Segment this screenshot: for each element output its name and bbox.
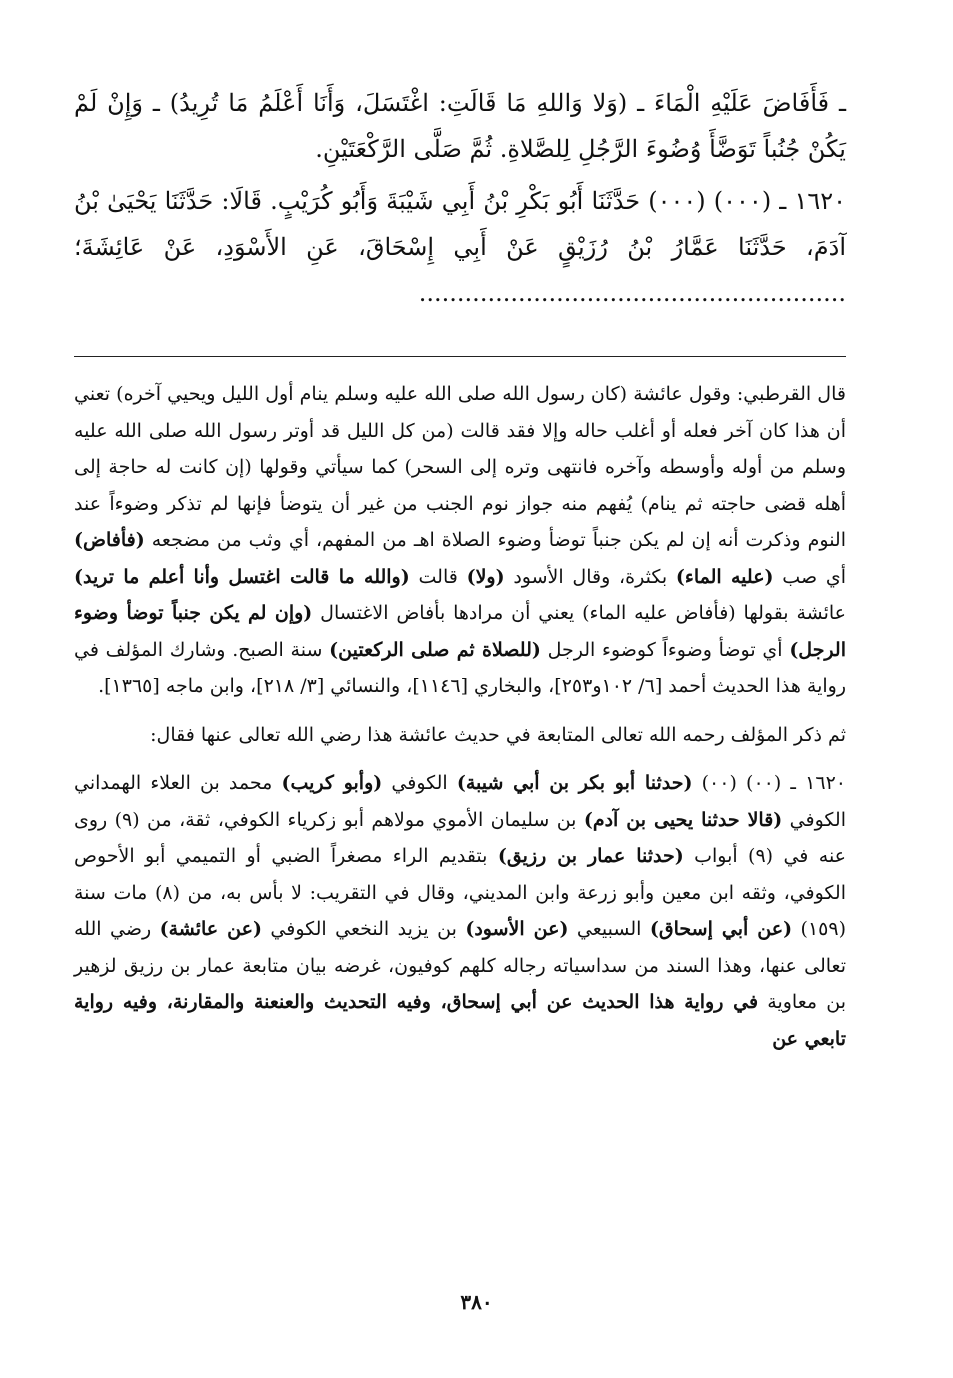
commentary-text-run: أي توضأ وضوءاً كوضوء الرجل bbox=[540, 638, 790, 661]
commentary-text-run: عائشة بقولها (فأفاض عليه الماء) يعني أن مرادها بأفاض الاغتسال bbox=[312, 602, 846, 624]
quoted-text-bold: (عن الأسود) bbox=[465, 918, 569, 940]
commentary-text-run: بكثرة، وقال الأسود bbox=[504, 565, 676, 588]
commentary-text bbox=[74, 376, 846, 1057]
commentary-text-run: بن يزيد النخعي الكوفي bbox=[261, 918, 466, 940]
commentary-text-run: الكوفي bbox=[382, 772, 457, 794]
commentary-text-run: السبيعي bbox=[568, 918, 650, 940]
quoted-text-bold: (ولا) bbox=[466, 565, 505, 588]
quoted-text-bold: في رواية هذا الحديث عن أبي إسحاق، وفيه التحديث والعنعنة والمقارنة، وفيه رواية تابعي عن bbox=[74, 991, 846, 1050]
quoted-text-bold: (للصلاة ثم صلى الركعتين) bbox=[329, 638, 541, 661]
quoted-text-bold: (والله ما قالت اغتسل وأنا أعلم ما تريد) bbox=[74, 565, 410, 588]
commentary-text-run: رضي الله تعالى عنها، وهذا السند من سداسياته رجاله كلهم كوفيون، غرضه بيان متابعة عمار بن رزيق لزهير بن معاوية bbox=[74, 918, 846, 1013]
commentary-paragraph-isnad bbox=[74, 765, 846, 1057]
commentary-text-run: سنة الصبح. وشارك المؤلف في رواية هذا الحديث أحمد [٦/ ١٠٢و٢٥٣]، والبخاري [١١٤٦]، والنسائي [٣/ ٢١٨]، وابن ماجه [١٣٦٥]. bbox=[74, 638, 846, 697]
quoted-text-bold: (فأفاض) bbox=[74, 529, 145, 551]
quoted-text-bold: (قالا حدثنا يحيى بن آدم) bbox=[583, 808, 783, 831]
hadith-paragraph-continuation: ـ فَأَفَاضَ عَلَيْهِ الْمَاءَ ـ (وَلا وَاللهِ مَا قَالَتِ: اغْتَسَلَ، وَأَنَا أَعْلَمُ مَا تُرِيدُ) ـ وَإِنْ لَمْ يَكُنْ جُنُباً تَوَضَّأَ وُضُوءَ الرَّجُلِ لِلصَّلاةِ. ثُمَّ صَلَّى الرَّكْعَتَيْنِ. bbox=[74, 89, 846, 163]
quoted-text-bold: (عن أبي إسحاق) bbox=[649, 918, 793, 940]
commentary-text-run: بن سليمان الأموي مولاهم أبو زكرياء الكوفي، ثقة، من (٩) روى عنه في (٩) أبواب bbox=[74, 808, 847, 867]
commentary-text-run: بتقديم الراء مصغراً الضبي أو التميمي أبو الأحوص الكوفي، وثقه ابن معين وأبو زرعة وابن المديني، وقال في التقريب: لا بأس به، من (٨) مات سنة (١٥٩) bbox=[74, 845, 846, 940]
quoted-text-bold: (حدثنا عمار بن رزيق) bbox=[497, 845, 684, 867]
commentary-text-run: أي صب bbox=[773, 565, 846, 588]
commentary-text-run: قالت bbox=[409, 565, 467, 588]
hadith-paragraph-1620: ١٦٢٠ ـ (٠٠٠) (٠٠٠) حَدَّثَنَا أَبُو بَكْرِ بْنُ أَبِي شَيْبَةَ وَأَبُو كُرَيْبٍ. قَالَا: حَدَّثَنَا يَحْيَىٰ بْنُ آدَمَ، حَدَّثَنَا عَمَّارُ بْنُ رُزَيْقٍ عَنْ أَبِي إِسْحَاقَ، عَنِ الأَسْوَدِ، عَنْ عَائِشَةَ؛ ........................................................ bbox=[74, 187, 847, 307]
commentary-text-run: قال القرطبي: وقول عائشة (كان رسول الله صلى الله عليه وسلم ينام أول الليل ويحيي آخره) تعني أن هذا كان آخر فعله أو أغلب حاله وإلا فقد قالت (من كل الليل قد أوتر رسول الله صلى الله عليه وسلم من أوله وأوسطه وآخره فانتهى وتره إلى السحر) كما سيأتي وقولها (إن كانت له حاجة إلى أهله قضى حاجته ثم ينام) يُفهم منه جواز نوم الجنب من غير أن يتوضأ فإنها لم تذكر وضوءاً عند النوم وذكرت أنه إن لم يكن جنباً توضأ وضوء الصلاة اهـ من المفهم، أي وثب من مضجعه bbox=[74, 383, 846, 551]
commentary-text-run: محمد بن العلاء الهمداني الكوفي bbox=[74, 772, 846, 831]
quoted-text-bold: (عليه الماء) bbox=[675, 565, 774, 588]
commentary-text-run: ١٦٢٠ ـ (٠٠) (٠٠) bbox=[692, 772, 846, 794]
commentary-paragraph-mutabaa: ثم ذكر المؤلف رحمه الله تعالى المتابعة في حديث عائشة هذا رضي الله تعالى عنها فقال: bbox=[150, 723, 846, 746]
quoted-text-bold: (عن عائشة) bbox=[159, 918, 262, 940]
footnote-separator bbox=[74, 356, 846, 357]
hadith-text bbox=[74, 80, 846, 316]
commentary-paragraph-qurtubi bbox=[74, 376, 846, 705]
quoted-text-bold: (وإن لم يكن جنباً توضأ وضوء الرجل) bbox=[74, 602, 846, 661]
quoted-text-bold: (وأبو كريب) bbox=[281, 772, 383, 794]
quoted-text-bold: (حدثنا أبو بكر بن أبي شيبة) bbox=[456, 772, 693, 794]
page-number: ٣٨٠ bbox=[460, 1290, 493, 1314]
